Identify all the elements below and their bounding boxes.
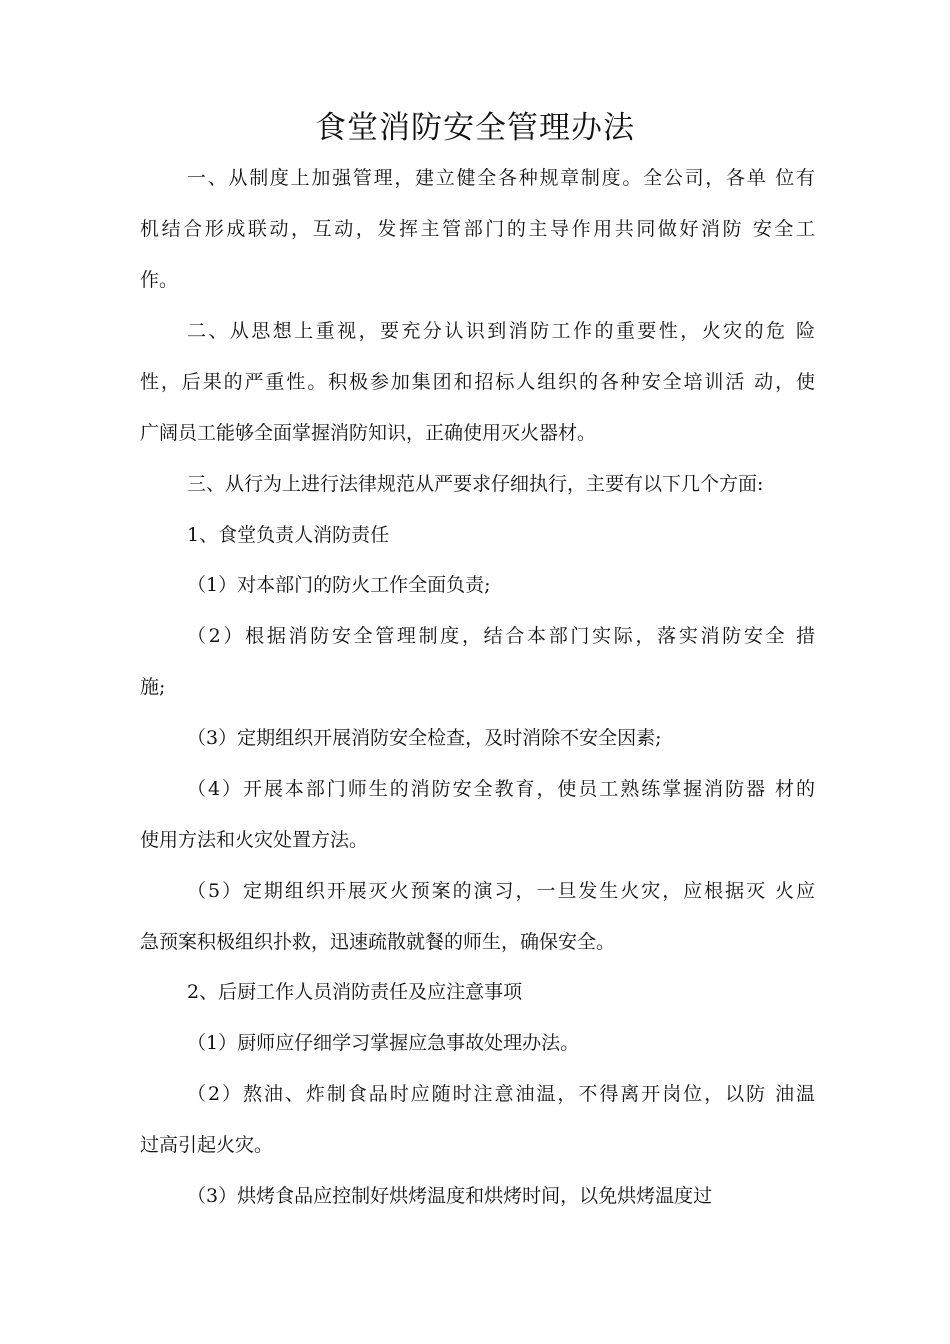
paragraph-line: 三、从行为上进行法律规范从严要求仔细执行，主要有以下几个方面:: [187, 473, 764, 495]
list-item: （1）对本部门的防火工作全面负责;: [187, 574, 491, 596]
list-item: （5）定期组织开展灭火预案的演习，一旦发生火灾，应根据灭 火应: [187, 880, 815, 902]
paragraph-line: 性，后果的严重性。积极参加集团和招标人组织的各种安全培训活 动，使: [140, 371, 815, 393]
paragraph-line: 机结合形成联动，互动，发挥主管部门的主导作用共同做好消防 安全工: [140, 218, 815, 240]
list-item: （2）熬油、炸制食品时应随时注意油温，不得离开岗位，以防 油温: [187, 1083, 815, 1105]
list-item: （3）烘烤食品应控制好烘烤温度和烘烤时间，以免烘烤温度过: [187, 1185, 713, 1207]
list-item-continuation: 使用方法和火灾处置方法。: [140, 829, 369, 851]
paragraph-line: 作。: [140, 269, 179, 291]
list-item: （2）根据消防安全管理制度，结合本部门实际，落实消防安全 措: [187, 625, 815, 647]
page-title: 食堂消防安全管理办法: [315, 110, 635, 146]
section-heading: 2、后厨工作人员消防责任及应注意事项: [187, 981, 523, 1003]
list-item-continuation: 过高引起火灾。: [140, 1134, 274, 1156]
section-heading: 1、食堂负责人消防责任: [187, 524, 390, 546]
paragraph-line: 二、从思想上重视，要充分认识到消防工作的重要性，火灾的危 险: [187, 320, 815, 342]
list-item: （3）定期组织开展消防安全检查，及时消除不安全因素;: [187, 727, 662, 749]
paragraph-line: 一、从制度上加强管理，建立健全各种规章制度。全公司，各单 位有: [187, 167, 815, 189]
list-item-continuation: 急预案积极组织扑救，迅速疏散就餐的师生，确保安全。: [140, 931, 616, 953]
list-item-continuation: 施;: [140, 676, 166, 698]
list-item: （4）开展本部门师生的消防安全教育，使员工熟练掌握消防器 材的: [187, 778, 815, 800]
list-item: （1）厨师应仔细学习掌握应急事故处理办法。: [187, 1032, 580, 1054]
paragraph-line: 广阔员工能够全面掌握消防知识，正确使用灭火器材。: [140, 422, 597, 444]
